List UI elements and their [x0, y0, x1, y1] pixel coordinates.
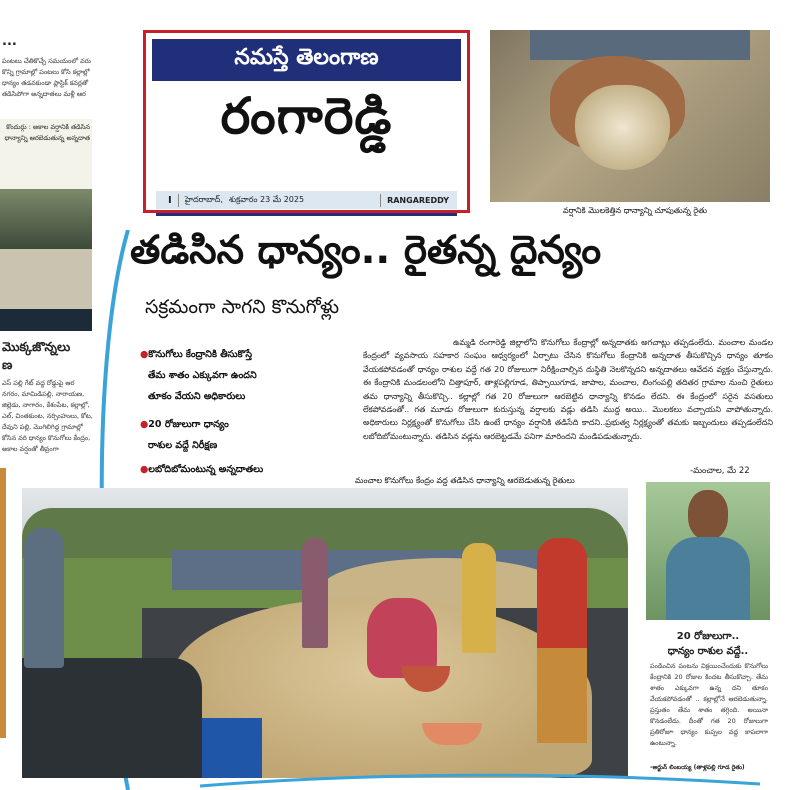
bullet-1: ●కొనుగోలు కేంద్రానికి తీసుకొస్తే తేమ శాతం ఎక్కువగా ఉందని తూకం వేయని అధికారులు [140, 344, 312, 407]
bottom-swoosh [200, 770, 760, 788]
bullet-2-line-2: రాశుల వద్దే నిరీక్షణ [148, 440, 218, 451]
bullet-2-line-1: 20 రోజులుగా ధాన్యం [148, 419, 229, 430]
district-english: RANGAREDDY [387, 195, 449, 205]
side-story-byline: -అర్జున్ లింబయ్య (తాళ్లపల్లి గూడ రైతు) [650, 764, 745, 771]
portrait-body [666, 537, 750, 620]
grain-pile [575, 85, 670, 170]
masthead [143, 30, 470, 213]
bullet-1-line-1: కొనుగోలు కేంద్రానికి తీసుకొస్తే [148, 349, 253, 360]
bullet-1-line-2: తేమ శాతం ఎక్కువగా ఉందని [148, 370, 257, 381]
left-column-edge [0, 468, 6, 738]
dateline: -మంచాల, మే 22 [690, 466, 750, 476]
woman-yellow [462, 543, 496, 653]
bullet-3-line-1: లబోదిబోమంటున్న అన్నదాతలు [148, 464, 264, 475]
sprouted-grain-caption: వర్షానికి మొలకెత్తిన ధాన్యాన్ని చూపుతున్న రైతు [562, 206, 708, 215]
sprouted-grain-photo [490, 30, 770, 202]
city: హైదరాబాద్, [184, 194, 223, 204]
woman-standing [302, 538, 328, 648]
main-headline: తడిసిన ధాన్యం.. రైతన్న దైన్యం [130, 228, 602, 273]
portrait-head [688, 490, 728, 540]
separator [178, 194, 179, 207]
side-story-title-2: ధాన్యం రాశుల వద్దే.. [667, 646, 749, 657]
left-top-text: పంటలు చేతికొచ్చే సమయంలో వరు కొన్ని గ్రామాల్లో పంటలు కోసి కల్లాల్లో ధాన్యం తడవకుండా ప్లాస్టిక్ కవర్లతో తడిసిపోగా అన్నదాతలు మళ్లీ ఆర [2, 57, 91, 98]
left-story2-title-2: ణ [2, 357, 13, 372]
left-photo-1 [0, 119, 92, 331]
tarp-left [22, 658, 202, 778]
tarp-blue [202, 718, 262, 778]
shirt-shape [530, 30, 750, 60]
left-story2-text: ఎస్ పల్లి గేట్ వద్ద రోడ్డుపై ఆర నగరం, మామిడిపల్లి, నారాయణ, జిల్లెడు, నాగారం, కేశంపేట, కల్లాల్లో, ఎల్, చింతకుంట, నర్సింహులు, కోట, దేవుని పల్లి, మొగిలిగిద్ద గ్రామాల్లో కోసిన వరి ధాన్యం కొనుగోలు కేంద్రం, అకాల వర్షంతో తీవ్రంగా [2, 379, 93, 453]
paper-name: నమస్తే తెలంగాణ [152, 39, 461, 81]
man-red-pants [537, 648, 587, 743]
left-story2-title: మొక్కజొన్నలు [2, 339, 71, 354]
masthead-info-bar [156, 191, 457, 209]
woman-left [24, 528, 64, 668]
side-story-text: పండించిన పంటను విక్రయించేందుకు కొనుగోలు కేంద్రానికి 20 రోజుల కిందట తీసుకొచ్చా. తేమ శాతం ఎక్కువగా ఉన్న దని తూకం వేయకపోవడంతో .. కల్లాల్లోనే ఆరబెడుతున్నా. ప్రస్తుతం తేమ శాతం తగ్గింది. అయినా కొనడంలేదు. దీంతో గత 20 రోజులుగా ప్రతిరోజూ ధాన్యం కుప్పల వద్ద కాపలాగా ఉంటున్నా. [650, 662, 768, 747]
left-photo-1-caption: కొందుర్గు : అకాల వర్షానికి తడిసిన ధాన్యాన్ని ఆరబెడుతున్న అన్నదాత [4, 123, 90, 142]
bullet-1-line-3: తూకం వేయని అధికారులు [148, 391, 246, 402]
main-photo-caption: మంచాల కొనుగోలు కేంద్రం వద్ద తడిసిన ధాన్యాన్ని ఆరబెడుతున్న రైతులు [355, 476, 575, 485]
side-story-title-1: 20 రోజులుగా.. [676, 631, 740, 642]
bullet-3: ●లబోదిబోమంటున్న అన్నదాతలు [140, 464, 264, 475]
page-number: I [168, 194, 172, 206]
main-story-body: ఉమ్మడి రంగారెడ్డి జిల్లాలోని కొనుగోలు కేంద్రాల్లో అన్నదాతకు అగచాట్లు తప్పడంలేదు. మంచాల మండల కేంద్రంలో వ్యవసాయ సహకార సంఘం ఆధ్వర్యంలో ఏర్పాటు చేసిన కొనుగోలు కేంద్రానికి అన్నదాత తీసుకొచ్చిన ధాన్యం తూకం వేయకపోవడంతో ధాన్యం రాశుల వద్దే గత 20 రోజులుగా నిరీక్షించాల్సిన దుస్థితి నెలకొన్నదని అన్నదాతలు ఆవేదన వ్యక్తం చేస్తున్నారు. ఈ కేంద్రానికి మండలంలోని చిత్తాపూర్, తాళ్లపల్లిగూడ, తిప్పాయిగూడ, జాపాల, మంచాల, లింగంపల్లి తదితర గ్రామాల నుంచి రైతులు తమ ధాన్యాన్ని తీసుకొచ్చి.. కల్లాల్లో గత 20 రోజులుగా ఆరబెట్టిన ధాన్యాన్ని కొనడం లేదని. ఈ కేంద్రంలో సరైన వసతులు లేకపోవడంతో.. గత మూడు రోజులుగా కురుస్తున్న వర్షాలకు వడ్లు తడిసి ముద్ద అయి.. మొలకలు వచ్చాయని వాపోతున్నారు. అధికారులు నిర్లక్ష్యంతో కొనుగోలు చేసి ఉంటే ధాన్యం వర్షానికి తడిసేది కాదని..ప్రభుత్వ నిర్లక్ష్యంతో తమకు ఇబ్బందులు తప్పడంలేదని లబోదిబోమంటున్నారు. తడిసిన వడ్లను ఆరబెట్టడమే పనిగా మారిందని మండిపడుతున్నారు. [363, 338, 773, 441]
main-subhead: సక్రమంగా సాగని కొనుగోళ్లు [145, 296, 340, 318]
farmer-portrait [646, 482, 770, 620]
left-top-fragment: ... [2, 34, 17, 49]
bullet-2: ●20 రోజులుగా ధాన్యం రాశుల వద్దే నిరీక్షణ [140, 414, 312, 456]
separator [380, 194, 381, 207]
date: శుక్రవారం 23 మే 2025 [228, 194, 305, 204]
district-title: రంగారెడ్డి [220, 87, 393, 145]
masthead-bottom-rule [156, 213, 457, 216]
main-photo-farmers [22, 488, 628, 778]
